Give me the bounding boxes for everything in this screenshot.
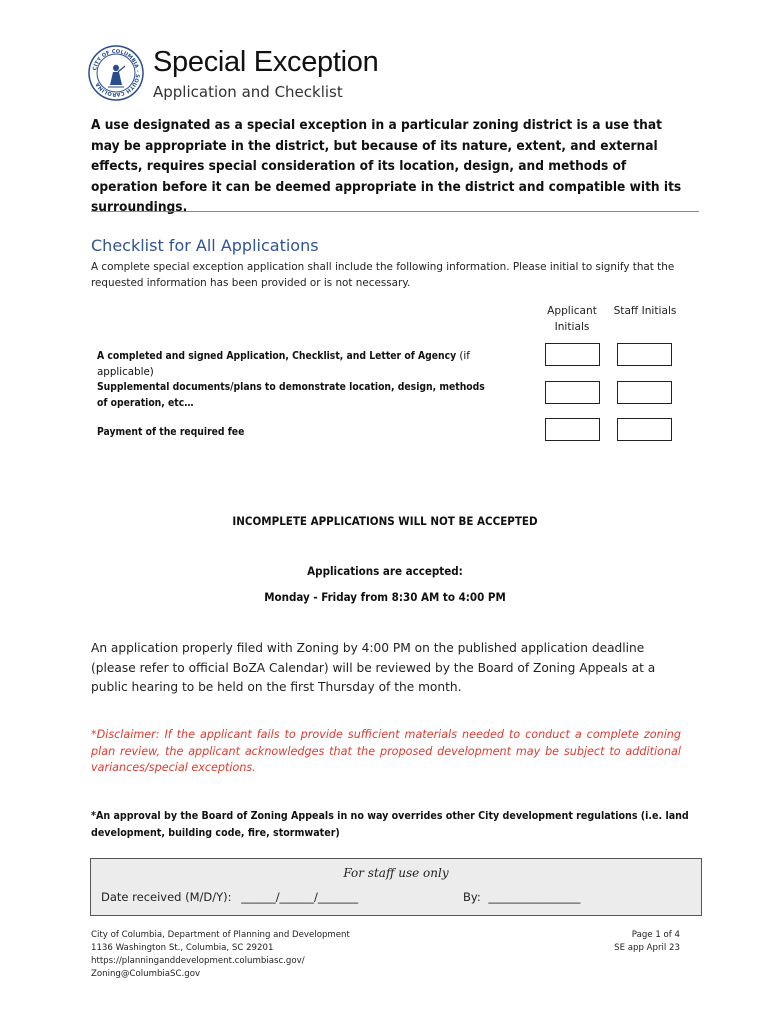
applicant-initials-header: Applicant Initials <box>547 305 597 333</box>
checklist-heading: Checklist for All Applications <box>91 236 319 255</box>
received-by-input[interactable]: ________________ <box>488 890 581 904</box>
approval-note: *An approval by the Board of Zoning Appeals in no way overrides other City development regulations (i.e. land development, building code, fire, stormwater) <box>91 810 689 839</box>
staff-initials-field[interactable] <box>617 343 672 366</box>
page-title: Special Exception <box>153 46 379 78</box>
checklist-item <box>97 379 497 411</box>
disclaimer-text: *Disclaimer: If the applicant fails to provide sufficient materials needed to conduct a complete zoning plan review, the applicant acknowledges that the proposed development may be subject to additional variances/special exceptions. <box>91 728 681 774</box>
staff-initials-header: Staff Initials <box>613 305 677 317</box>
applicant-initials-field[interactable] <box>545 381 600 404</box>
date-received-field <box>101 890 358 904</box>
staff-initials-field[interactable] <box>617 381 672 404</box>
checklist-item <box>97 348 527 380</box>
staff-initials-field[interactable] <box>617 418 672 441</box>
footer-address: 1136 Washington St., Columbia, SC 29201 <box>91 943 274 953</box>
date-received-label: Date received (M/D/Y): <box>101 890 232 904</box>
hearing-paragraph: An application properly filed with Zoning by 4:00 PM on the published application deadline (please refer to official BoZA Calendar) will be reviewed by the Board of Zoning Appeals at a public hearing to be held on the first Thursday of the month. <box>91 641 656 694</box>
footer-department: City of Columbia, Department of Planning and Development <box>91 930 350 940</box>
checklist-item <box>97 424 527 440</box>
checklist-item-label: Payment of the required fee <box>97 426 245 438</box>
footer-email-link[interactable]: Zoning@ColumbiaSC.gov <box>91 969 201 979</box>
footer-page-info <box>520 929 680 955</box>
svg-text:CITY OF COLUMBIA · SOUTH CAROL: CITY OF COLUMBIA · SOUTH CAROLINA <box>92 48 141 98</box>
applicant-initials-field[interactable] <box>545 418 600 441</box>
staff-use-box <box>90 858 702 916</box>
checklist-item-label: Supplemental documents/plans to demonstrate location, design, methods of operation, etc… <box>97 381 485 409</box>
checklist-item-label: A completed and signed Application, Checklist, and Letter of Agency <box>97 350 457 362</box>
accepted-label: Applications are accepted: <box>307 564 463 578</box>
staff-use-title: For staff use only <box>343 866 449 880</box>
incomplete-notice: INCOMPLETE APPLICATIONS WILL NOT BE ACCEPTED <box>232 514 538 528</box>
checklist-description: A complete special exception application shall include the following information. Please initial to signify that the requested information has been provided or is not necessary. <box>91 261 675 289</box>
date-received-input[interactable]: ______/______/_______ <box>241 890 359 904</box>
checklist-item-note: (if applicable) <box>97 350 470 378</box>
section-divider <box>91 211 699 212</box>
received-by-label: By: <box>463 890 481 904</box>
page-subtitle: Application and Checklist <box>153 83 343 101</box>
city-seal-logo <box>88 45 144 101</box>
footer-contact <box>91 929 350 981</box>
page-number: Page 1 of 4 <box>631 930 680 940</box>
doc-code: SE app April 23 <box>614 943 680 953</box>
applicant-initials-field[interactable] <box>545 343 600 366</box>
intro-paragraph: A use designated as a special exception in a particular zoning district is a use that may be appropriate in the district, but because of its nature, extent, and external effects, requires special consideration of its location, design, and methods of operation before it can be deemed appropriate in the district and compatible with its surroundings. <box>91 117 682 215</box>
footer-website-link[interactable]: https://planninganddevelopment.columbiasc.gov/ <box>91 956 305 966</box>
received-by-field <box>463 890 580 904</box>
accepted-hours: Monday - Friday from 8:30 AM to 4:00 PM <box>264 590 506 604</box>
